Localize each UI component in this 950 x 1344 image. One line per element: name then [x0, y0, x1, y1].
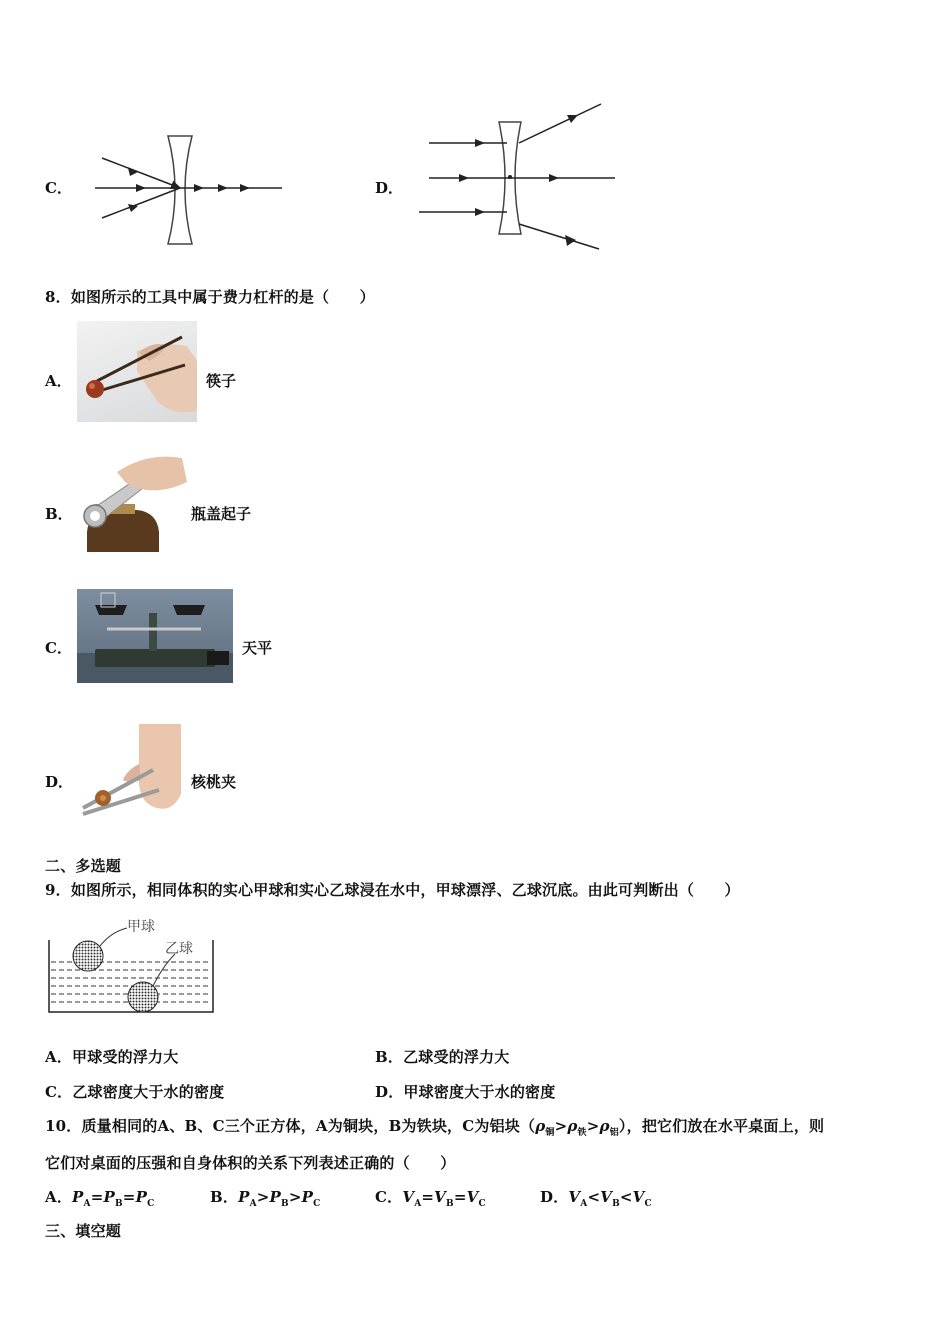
q10-option-d: [540, 1186, 652, 1209]
sub: A: [83, 1199, 91, 1209]
ball-a-label: 甲球: [127, 919, 155, 935]
q10-stem-line1: [45, 1115, 824, 1138]
q10-stem-part1: 10．质量相同的A、B、C三个正方体，A为铜块，B为铁块，C为铝块（: [45, 1117, 536, 1135]
rho-aluminum-sub: 铝: [609, 1128, 619, 1138]
nutcracker-photo: [77, 724, 185, 820]
sub: C: [478, 1199, 486, 1209]
sym: P: [135, 1188, 148, 1206]
op: =: [90, 1188, 104, 1206]
sym: P: [301, 1188, 314, 1206]
q9-option-d: [375, 1081, 555, 1102]
option-d-label: D．: [375, 179, 404, 197]
sub: B: [446, 1199, 454, 1209]
op: <: [587, 1188, 601, 1206]
rho-iron: ρ: [567, 1117, 578, 1135]
op: =: [453, 1188, 467, 1206]
q8-option-c-label: C．: [45, 639, 72, 657]
sub: B: [612, 1199, 620, 1209]
q10-option-a: [45, 1186, 154, 1209]
q10-stem-part2: ），把它们放在水平桌面上，则: [618, 1117, 825, 1135]
q10-option-d-label: D．: [540, 1188, 569, 1206]
bottle-opener-photo: [77, 452, 187, 552]
q10-option-b-label: B．: [210, 1188, 239, 1206]
rho-copper: ρ: [535, 1117, 546, 1135]
option-c-label: C．: [45, 179, 72, 197]
op: =: [421, 1188, 435, 1206]
q8-option-b-text: 瓶盖起子: [191, 505, 252, 523]
q9-option-a-text: 甲球受的浮力大: [72, 1048, 179, 1066]
concave-lens-diagram-c: [90, 130, 290, 250]
q10-option-b: [210, 1186, 320, 1209]
sym: P: [269, 1188, 282, 1206]
sub: C: [147, 1199, 155, 1209]
ball-b-label: 乙球: [165, 941, 193, 957]
q9-option-c-text: 乙球密度大于水的密度: [72, 1083, 225, 1101]
op: >: [288, 1188, 302, 1206]
sym: P: [103, 1188, 115, 1206]
sub: B: [114, 1199, 123, 1209]
q8-option-c-text: 天平: [242, 639, 273, 657]
q8-stem: 8．如图所示的工具中属于费力杠杆的是（ ）: [45, 288, 375, 306]
q8-option-d-label: D．: [45, 773, 74, 791]
sub: A: [249, 1199, 257, 1209]
sym: V: [434, 1188, 446, 1206]
q9-option-b-text: 乙球受的浮力大: [403, 1048, 510, 1066]
sub: B: [281, 1199, 289, 1209]
rho-aluminum: ρ: [599, 1117, 610, 1135]
concave-lens-diagram-d: [415, 100, 625, 255]
q10-option-c: [375, 1186, 486, 1209]
q9-stem: 9．如图所示，相同体积的实心甲球和实心乙球浸在水中，甲球漂浮、乙球沉底。由此可判断出（ ）: [45, 881, 740, 899]
balance-photo: [77, 589, 233, 683]
q9-option-a-label: A．: [45, 1048, 73, 1066]
op: <: [619, 1188, 633, 1206]
q9-option-c: [45, 1081, 224, 1102]
q8-option-a-text: 筷子: [206, 372, 237, 390]
floating-balls-figure: [45, 910, 220, 1020]
q9-option-b: [375, 1046, 510, 1067]
q8-option-d-text: 核桃夹: [191, 773, 237, 791]
sub: A: [580, 1199, 588, 1209]
q9-option-d-text: 甲球密度大于水的密度: [403, 1083, 556, 1101]
q9-option-b-label: B．: [375, 1048, 404, 1066]
q8-option-b-label: B．: [45, 505, 73, 523]
rho-iron-sub: 铁: [577, 1128, 587, 1138]
q9-option-a: [45, 1046, 178, 1067]
op: >: [256, 1188, 270, 1206]
op: =: [122, 1188, 136, 1206]
sub: A: [414, 1199, 422, 1209]
q8-option-a-label: A．: [45, 372, 72, 390]
q10-stem-line2: 它们对桌面的压强和自身体积的关系下列表述正确的（ ）: [45, 1154, 456, 1172]
sym: V: [466, 1188, 479, 1206]
sym: P: [238, 1188, 250, 1206]
q9-option-c-label: C．: [45, 1083, 73, 1101]
section-3-title: 三、填空题: [45, 1222, 122, 1240]
sym: V: [600, 1188, 613, 1206]
q10-option-a-label: A．: [45, 1188, 73, 1206]
rho-copper-sub: 铜: [545, 1128, 555, 1138]
section-2-title: 二、多选题: [45, 857, 122, 875]
sub: C: [644, 1199, 652, 1209]
sub: C: [313, 1199, 321, 1209]
sym: V: [568, 1188, 581, 1206]
gt-sign-1: >: [554, 1117, 568, 1135]
chopsticks-photo: [77, 321, 197, 422]
q9-option-d-label: D．: [375, 1083, 404, 1101]
q10-option-c-label: C．: [375, 1188, 403, 1206]
sym: V: [632, 1188, 645, 1206]
sym: V: [402, 1188, 415, 1206]
sym: P: [72, 1188, 84, 1206]
gt-sign-2: >: [586, 1117, 600, 1135]
